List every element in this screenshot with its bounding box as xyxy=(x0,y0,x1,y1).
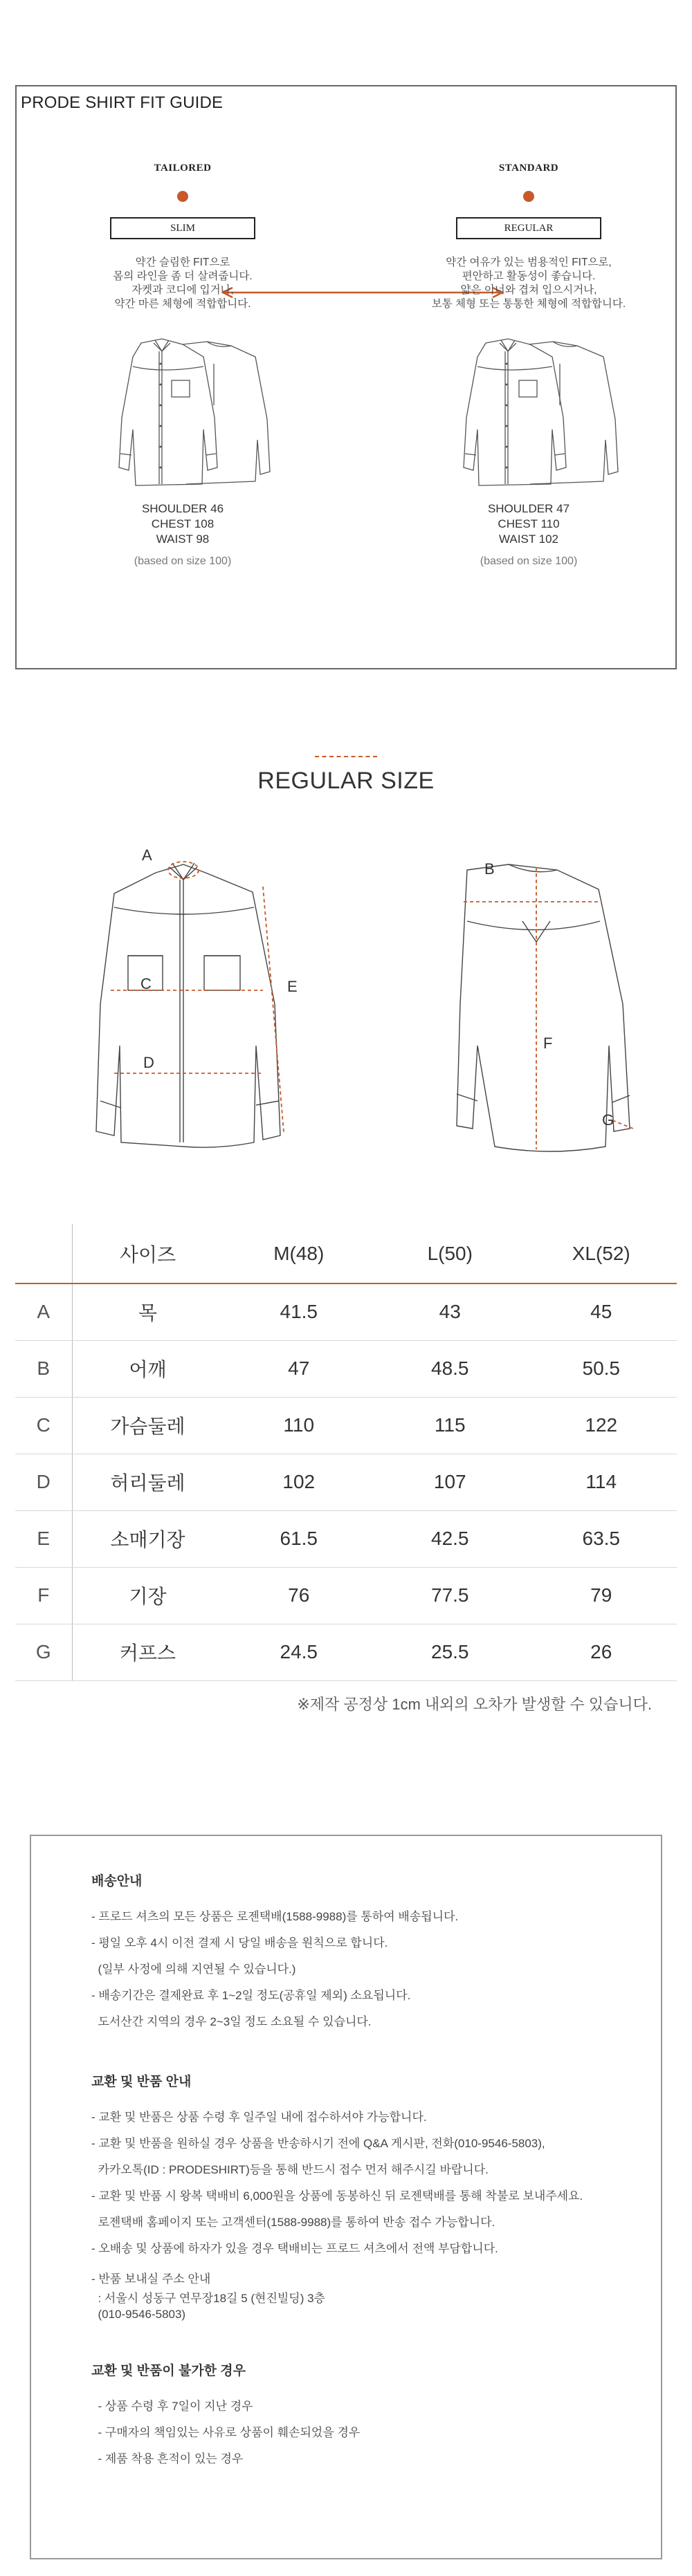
not-allowed-line: - 구매자의 책임있는 사유로 상품이 훼손되었을 경우 xyxy=(91,2426,361,2439)
fit-marker-dot xyxy=(523,191,534,202)
row-label: 커프스 xyxy=(72,1624,224,1680)
row-value: 42.5 xyxy=(374,1510,526,1567)
size-table-header-row xyxy=(15,1224,677,1284)
shipping-info-panel xyxy=(30,1835,662,2559)
not-allowed-line: - 제품 착용 흔적이 있는 경우 xyxy=(91,2452,244,2465)
row-value: 61.5 xyxy=(224,1510,375,1567)
fit-box-regular: REGULAR xyxy=(456,217,601,239)
header-xl: XL(52) xyxy=(526,1224,677,1284)
row-value: 114 xyxy=(526,1454,677,1510)
size-measurement-diagram xyxy=(80,845,654,1163)
row-value: 77.5 xyxy=(374,1567,526,1624)
row-label: 허리둘레 xyxy=(72,1454,224,1510)
exchange-line: - 교환 및 반품을 원하실 경우 상품을 반송하시기 전에 Q&A 게시판, 전화(010-9546-5803), xyxy=(91,2137,545,2150)
measurement-chest: CHEST 110 xyxy=(498,517,560,530)
row-label: 기장 xyxy=(72,1567,224,1624)
not-allowed-line: - 상품 수령 후 7일이 지난 경우 xyxy=(91,2400,253,2413)
row-value: 26 xyxy=(526,1624,677,1680)
row-value: 47 xyxy=(224,1340,375,1397)
fit-box-slim: SLIM xyxy=(110,217,255,239)
row-value: 102 xyxy=(224,1454,375,1510)
shipping-line: - 평일 오후 4시 이전 결제 시 당일 배송을 원칙으로 합니다. xyxy=(91,1936,388,1949)
row-value: 79 xyxy=(526,1567,677,1624)
table-row xyxy=(15,1510,677,1567)
row-letter: G xyxy=(15,1624,72,1680)
diagram-label-d: D xyxy=(143,1054,154,1071)
header-size: 사이즈 xyxy=(72,1224,224,1284)
row-value: 63.5 xyxy=(526,1510,677,1567)
fit-desc-line: 약간 슬림한 FIT으로 xyxy=(135,257,230,268)
row-value: 110 xyxy=(224,1397,375,1454)
measurement-chest: CHEST 108 xyxy=(151,517,215,530)
fit-desc-line: 약간 마른 체형에 적합합니다. xyxy=(114,298,251,310)
fit-guide-title: PRODE SHIRT FIT GUIDE xyxy=(21,93,224,112)
table-row xyxy=(15,1624,677,1680)
measurement-waist: WAIST 102 xyxy=(499,532,558,546)
exchange-line: 로젠택배 홈페이지 또는 고객센터(1588-9988)를 통하여 반송 접수 가능합니다. xyxy=(91,2216,495,2229)
section-divider-dash xyxy=(315,756,377,757)
fit-measurements xyxy=(383,501,674,547)
return-address-line: (010-9546-5803) xyxy=(91,2308,186,2321)
measurement-shoulder: SHOULDER 46 xyxy=(141,502,224,515)
row-value: 107 xyxy=(374,1454,526,1510)
fit-desc-line: 보통 체형 또는 통통한 체형에 적합합니다. xyxy=(431,298,626,310)
fit-heading-standard: STANDARD xyxy=(498,163,559,174)
row-value: 122 xyxy=(526,1397,677,1454)
row-letter: B xyxy=(15,1340,72,1397)
shipping-line: (일부 사정에 의해 지연될 수 있습니다.) xyxy=(91,1963,296,1976)
row-letter: F xyxy=(15,1567,72,1624)
exchange-heading: 교환 및 반품 안내 xyxy=(91,2075,192,2089)
header-l: L(50) xyxy=(374,1224,526,1284)
row-value: 76 xyxy=(224,1567,375,1624)
diagram-label-g: G xyxy=(602,1111,614,1129)
diagram-label-f: F xyxy=(543,1035,553,1052)
header-corner xyxy=(15,1224,72,1284)
row-value: 48.5 xyxy=(374,1340,526,1397)
fit-description xyxy=(383,256,674,311)
table-row xyxy=(15,1340,677,1397)
fit-desc-line: 약간 여유가 있는 범용적인 FIT으로, xyxy=(446,257,612,268)
row-label: 목 xyxy=(72,1284,224,1340)
row-value: 50.5 xyxy=(526,1340,677,1397)
return-address-line: : 서울시 성동구 연무장18길 5 (현진빌딩) 3층 xyxy=(91,2292,325,2305)
row-value: 24.5 xyxy=(224,1624,375,1680)
diagram-label-e: E xyxy=(287,978,298,995)
fit-column-regular xyxy=(383,163,674,568)
size-table xyxy=(15,1224,677,1681)
table-row xyxy=(15,1454,677,1510)
exchange-line: - 교환 및 반품 시 왕복 택배비 6,000원을 상품에 동봉하신 뒤 로젠택배를 통해 착불로 보내주세요. xyxy=(91,2189,583,2203)
diagram-label-c: C xyxy=(140,975,152,992)
exchange-line: 카카오톡(ID : PRODESHIRT)등을 통해 반드시 접수 먼저 해주시길 바랍니다. xyxy=(91,2163,489,2176)
row-value: 45 xyxy=(526,1284,677,1340)
row-letter: D xyxy=(15,1454,72,1510)
fit-heading-tailored: TAILORED xyxy=(154,163,212,174)
exchange-line: - 교환 및 반품은 상품 수령 후 일주일 내에 접수하셔야 가능합니다. xyxy=(91,2111,427,2124)
fit-desc-line: 편안하고 활동성이 좋습니다. xyxy=(462,270,596,282)
header-m: M(48) xyxy=(224,1224,375,1284)
table-row xyxy=(15,1397,677,1454)
row-value: 25.5 xyxy=(374,1624,526,1680)
fit-desc-line: 몸의 라인을 좀 더 살려줍니다. xyxy=(113,270,253,282)
fit-column-slim xyxy=(37,163,328,568)
fit-desc-line: 얇은 이너와 겹쳐 입으시거나, xyxy=(460,284,597,296)
info-content xyxy=(91,1871,640,2475)
fit-size-note: (based on size 100) xyxy=(480,555,578,567)
regular-shirt-illustration xyxy=(425,336,632,488)
table-row xyxy=(15,1284,677,1340)
row-value: 43 xyxy=(374,1284,526,1340)
size-section-title: REGULAR SIZE xyxy=(257,768,435,794)
shipping-heading: 배송안내 xyxy=(91,1874,143,1889)
fit-description xyxy=(37,256,328,311)
row-label: 어깨 xyxy=(72,1340,224,1397)
diagram-label-b: B xyxy=(484,860,495,878)
row-letter: A xyxy=(15,1284,72,1340)
measurement-shoulder: SHOULDER 47 xyxy=(487,502,570,515)
exchange-line: - 오배송 및 상품에 하자가 있을 경우 택배비는 프로드 셔츠에서 전액 부담합니다. xyxy=(91,2242,498,2255)
shipping-line: - 프로드 셔츠의 모든 상품은 로젠택배(1588-9988)를 통하여 배송됩니다. xyxy=(91,1910,459,1923)
row-label: 가슴둘레 xyxy=(72,1397,224,1454)
row-value: 41.5 xyxy=(224,1284,375,1340)
row-letter: C xyxy=(15,1397,72,1454)
fit-size-note: (based on size 100) xyxy=(134,555,232,567)
row-value: 115 xyxy=(374,1397,526,1454)
fit-guide-panel xyxy=(15,85,677,669)
shipping-line: 도서산간 지역의 경우 2~3일 정도 소요될 수 있습니다. xyxy=(91,2015,372,2028)
fit-desc-line: 자켓과 코디에 입거나, xyxy=(131,284,234,296)
not-allowed-heading: 교환 및 반품이 불가한 경우 xyxy=(91,2364,246,2378)
fit-marker-dot xyxy=(177,191,188,202)
table-row xyxy=(15,1567,677,1624)
shipping-line: - 배송기간은 결제완료 후 1~2일 정도(공휴일 제외) 소요됩니다. xyxy=(91,1989,411,2002)
size-tolerance-note: ※제작 공정상 1cm 내외의 오차가 발생할 수 있습니다. xyxy=(297,1696,652,1713)
slim-shirt-illustration xyxy=(79,336,286,488)
fit-measurements xyxy=(37,501,328,547)
diagram-label-a: A xyxy=(142,846,152,864)
measurement-waist: WAIST 98 xyxy=(156,532,210,546)
row-label: 소매기장 xyxy=(72,1510,224,1567)
return-address-line: - 반품 보내실 주소 안내 xyxy=(91,2272,211,2286)
row-letter: E xyxy=(15,1510,72,1567)
